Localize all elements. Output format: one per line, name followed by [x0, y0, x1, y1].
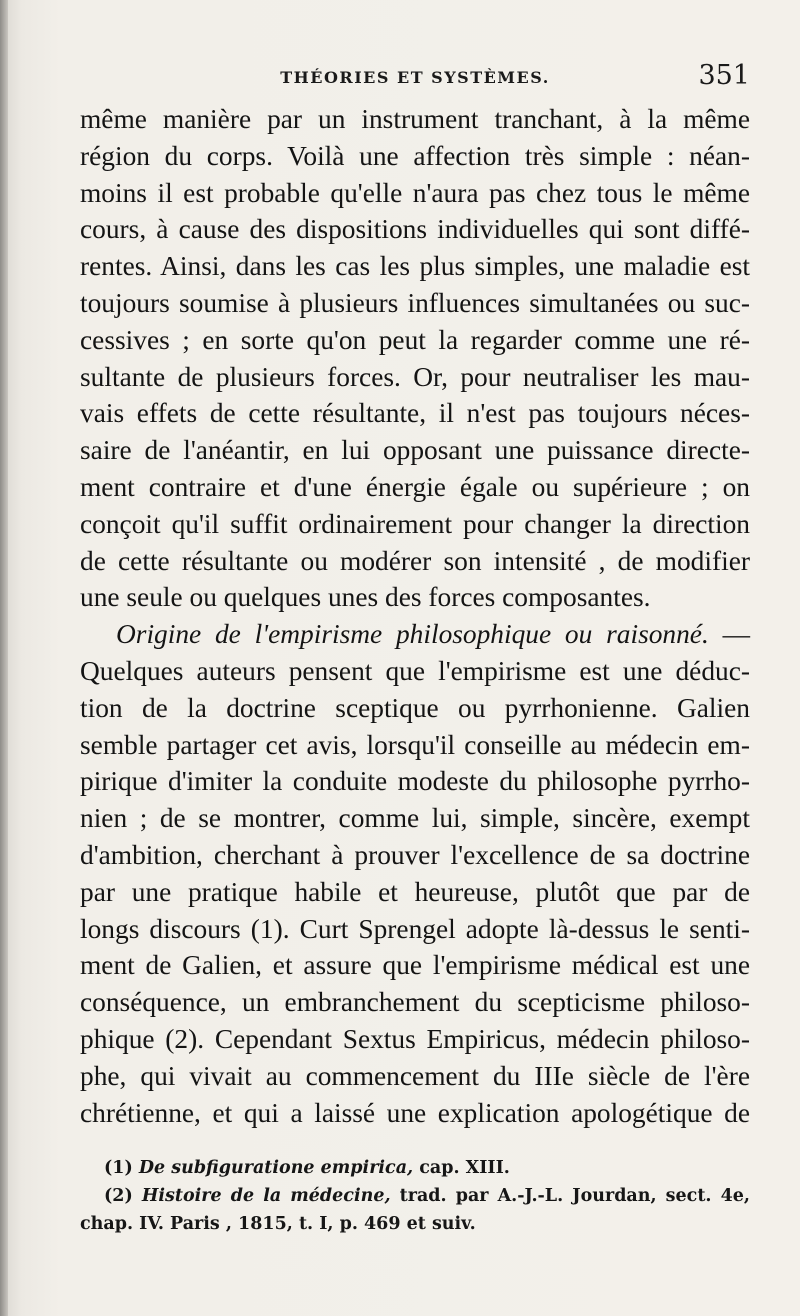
text-line: vais effets de cette résultante, il n'est pas toujours néces- [80, 398, 750, 429]
text-line: ment de Galien, et assure que l'empirisme médical est une [80, 950, 750, 981]
text-line: toujours soumise à plusieurs influences simultanées ou suc- [80, 287, 750, 318]
text-line: cessives ; en sorte qu'on peut la regarder comme une ré- [80, 324, 750, 355]
text-line: région du corps. Voilà une affection très simple : néan- [80, 140, 750, 171]
text-line: conséquence, un embranchement du scepticisme philoso- [80, 987, 750, 1018]
text-line: conçoit qu'il suffit ordinairement pour changer la direction [80, 508, 750, 539]
page-number: 351 [698, 60, 750, 91]
text-line: d'ambition, cherchant à prouver l'excellence de sa doctrine [80, 839, 750, 870]
text-line: sultante de plusieurs forces. Or, pour neutraliser les mau- [80, 361, 750, 392]
text-line: phe, qui vivait au commencement du IIIe siècle de l'ère [80, 1060, 750, 1091]
body-text [80, 101, 750, 1131]
footnote-1 [80, 1154, 750, 1182]
text-line: tion de la doctrine sceptique ou pyrrhonienne. Galien [80, 692, 750, 723]
footnote-1-title: De subfiguratione empirica, [138, 1158, 414, 1178]
footnote-2-continuation: chap. IV. Paris , 1815, t. I, p. 469 et suiv. [80, 1214, 476, 1234]
footnote-1-rest: cap. XIII. [413, 1158, 510, 1178]
text-line: rentes. Ainsi, dans les cas les plus simples, une maladie est [80, 251, 750, 282]
text-line: ment contraire et d'une énergie égale ou supérieure ; on [80, 471, 750, 502]
section-heading-line [80, 616, 750, 653]
section-heading: Origine de l'empirisme philosophique ou raisonné. [116, 619, 709, 650]
footnote-2-marker: (2) [104, 1186, 133, 1206]
text-line: Quelques auteurs pensent que l'empirisme est une déduc- [80, 655, 750, 686]
text-line: même manière par un instrument tranchant, à la même [80, 104, 750, 134]
text-line: saire de l'anéantir, en lui opposant une puissance directe- [80, 435, 750, 466]
text-line: pirique d'imiter la conduite modeste du philosophe pyrrho- [80, 766, 750, 797]
text-line: cours, à cause des dispositions individuelles qui sont diffé- [80, 214, 750, 245]
text-line: longs discours (1). Curt Sprengel adopte là-dessus le senti- [80, 913, 750, 944]
text-line: une seule ou quelques unes des forces composantes. [80, 582, 651, 613]
text-line: moins il est probable qu'elle n'aura pas chez tous le même [80, 177, 750, 208]
text-line: phique (2). Cependant Sextus Empiricus, médecin philoso- [80, 1023, 750, 1054]
text-line: nien ; de se montrer, comme lui, simple, sincère, exempt [80, 803, 750, 834]
footnote-1-marker: (1) [104, 1158, 133, 1178]
text-line: chrétienne, et qui a laissé une explication apologétique de [80, 1097, 750, 1128]
footnote-2 [80, 1182, 750, 1210]
running-head: THÉORIES ET SYSTÈMES. [280, 68, 550, 87]
footnote-2-title: Histoire de la médecine, [141, 1186, 391, 1206]
footnotes [80, 1154, 750, 1238]
page-header [80, 60, 750, 96]
footnote-2-rest: trad. par A.-J.-L. Jourdan, sect. 4e, [390, 1186, 750, 1206]
section-dash: — [708, 619, 750, 650]
text-line: semble partager cet avis, lorsqu'il conseille au médecin em- [80, 729, 750, 760]
text-line: par une pratique habile et heureuse, plutôt que par de [80, 876, 750, 907]
book-spine-shadow [0, 0, 8, 1316]
text-line: de cette résultante ou modérer son intensité , de modifier [80, 545, 750, 576]
